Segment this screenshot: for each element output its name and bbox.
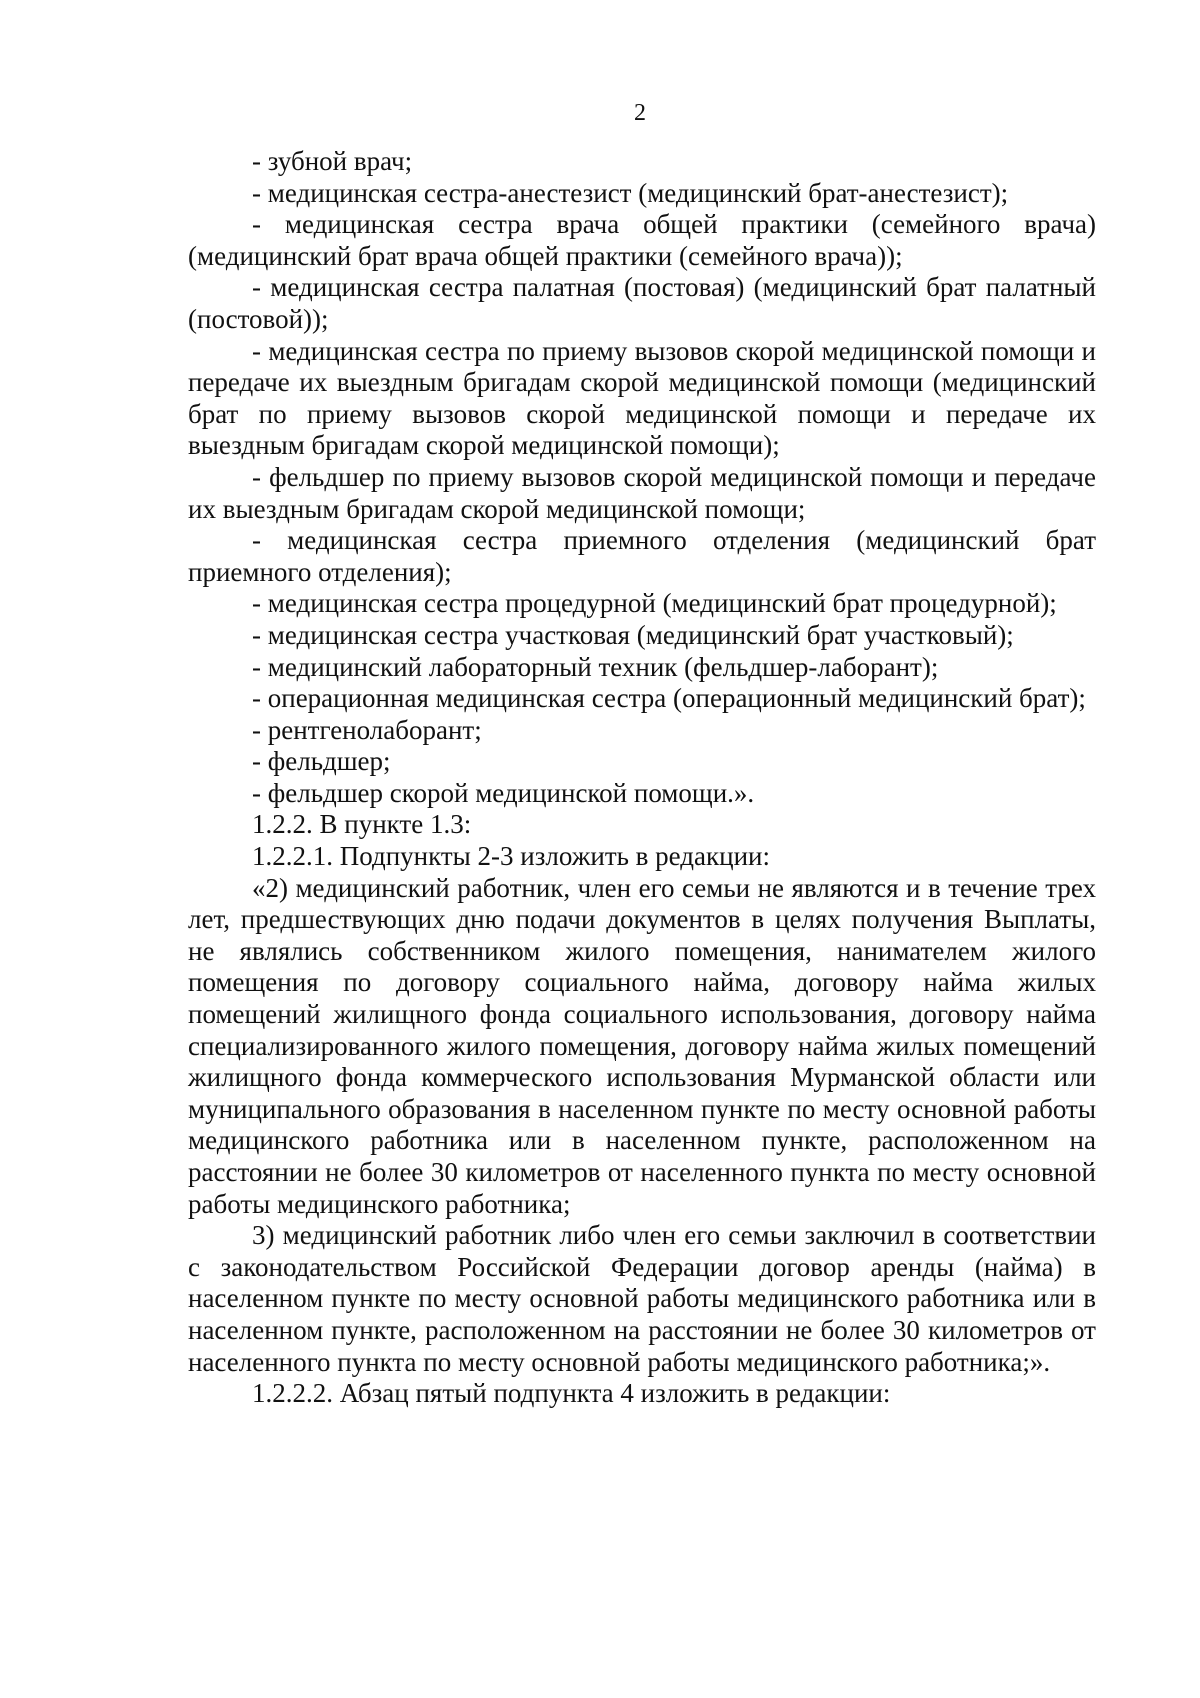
paragraph: - медицинская сестра палатная (постовая) (медицинский брат палатный (постовой));	[188, 272, 1096, 334]
paragraph: 1.2.2.2. Абзац пятый подпункта 4 изложить в редакции:	[252, 1378, 891, 1409]
paragraph: - операционная медицинская сестра (операционный медицинский брат);	[252, 683, 1086, 714]
page-number: 2	[634, 100, 646, 126]
paragraph: - медицинская сестра врача общей практики (семейного врача) (медицинский брат врача общей практики (семейного врача));	[188, 209, 1096, 271]
paragraph: - зубной врач;	[252, 146, 413, 176]
paragraph: - медицинская сестра-анестезист (медицинский брат-анестезист);	[252, 177, 1009, 208]
paragraph: 1.2.2. В пункте 1.3:	[252, 809, 472, 840]
paragraph: - медицинский лабораторный техник (фельдшер-лаборант);	[252, 651, 939, 682]
paragraph: - медицинская сестра процедурной (медицинский брат процедурной);	[252, 588, 1057, 619]
paragraph: 3) медицинский работник либо член его семьи заключил в соответствии с законодательством Российской Федерации договор аренды (найма) в населенном пункте по месту основной работы медицинского работника или в населенном пункте, расположенном на расстоянии не более 30 километров от населенного пункта по месту основной работы медицинского работника;».	[188, 1220, 1096, 1377]
paragraph: - фельдшер по приему вызовов скорой медицинской помощи и передаче их выездным бригадам скорой медицинской помощи;	[188, 461, 1096, 524]
paragraph: - фельдшер скорой медицинской помощи.».	[252, 777, 755, 808]
paragraph: - медицинская сестра по приему вызовов скорой медицинской помощи и передаче их выездным бригадам скорой медицинской помощи (медицинский брат по приему вызовов скорой медицинской помощи и передаче их выездным бригадам скорой медицинской помощи);	[188, 335, 1096, 461]
paragraph: - медицинская сестра приемного отделения (медицинский брат приемного отделения);	[188, 525, 1096, 587]
paragraph: - фельдшер;	[252, 746, 391, 777]
paragraph: - рентгенолаборант;	[252, 714, 482, 745]
document-body	[188, 146, 1096, 1410]
paragraph: 1.2.2.1. Подпункты 2-3 изложить в редакции:	[252, 841, 770, 872]
paragraph: «2) медицинский работник, член его семьи не являются и в течение трех лет, предшествующих дню подачи документов в целях получения Выплаты, не являлись собственником жилого помещения, нанимателем жилого помещения по договору социального найма, договору найма жилых помещений жилищного фонда социального использования, договору найма специализированного жилого помещения, договору найма жилых помещений жилищного фонда коммерческого использования Мурманской области или муниципального образования в населенном пункте по месту основной работы медицинского работника или в населенном пункте, расположенном на расстоянии не более 30 километров от населенного пункта по месту основной работы медицинского работника;	[188, 872, 1096, 1219]
paragraph: - медицинская сестра участковая (медицинский брат участковый);	[252, 619, 1014, 650]
